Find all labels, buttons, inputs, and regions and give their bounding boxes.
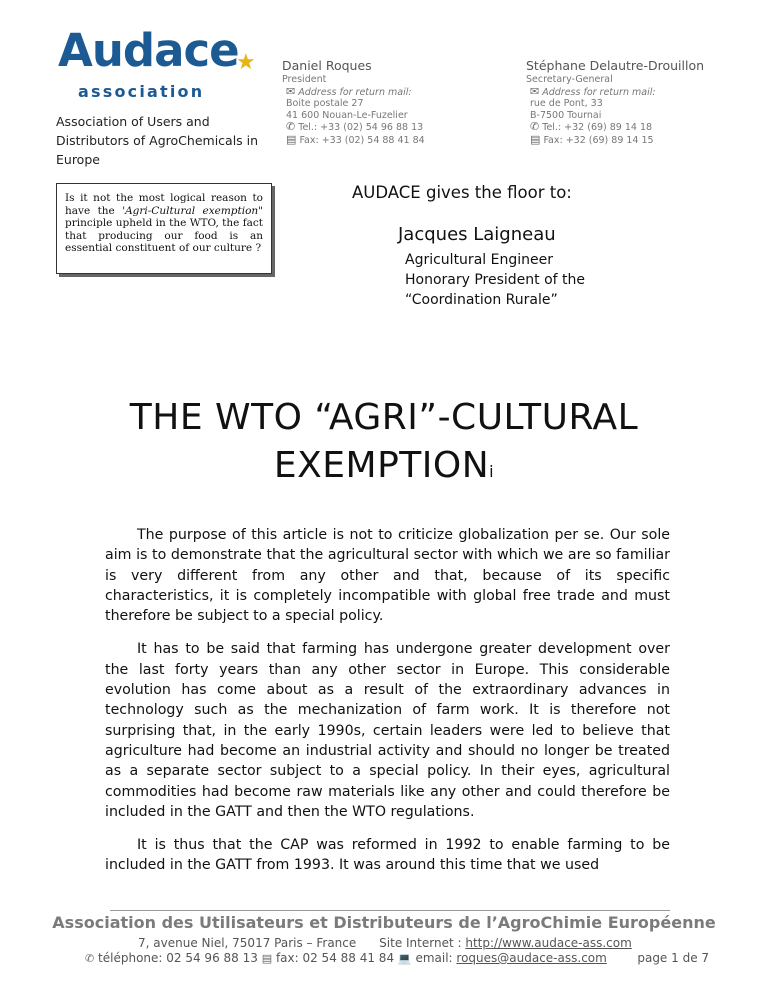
footer-phone: téléphone: 02 54 96 88 13 [98,951,258,965]
page-number: page 1 de 7 [637,951,710,965]
audace-logo [58,24,258,108]
fax-number: Fax: +33 (02) 54 88 41 84 [299,134,425,146]
email-label: email: [415,951,457,965]
address-line: rue de Pont, 33 [530,98,603,109]
return-mail-label: Address for return mail: [542,86,656,98]
title-line: EXEMPTION [273,445,490,486]
title-line: THE WTO “AGRI”-CULTURAL [129,397,639,438]
address-line: B-7500 Tournai [530,109,602,121]
officer-secretary-general [526,58,726,146]
floor-intro: AUDACE gives the floor to: [352,183,572,202]
speaker-title-line: “Coordination Rurale” [405,292,558,308]
website-link[interactable]: http://www.audace-ass.com [465,936,632,950]
officer-name: Daniel Roques [282,58,372,73]
footer-fax: fax: 02 54 88 41 84 [275,951,395,965]
computer-icon: 💻 [397,952,412,965]
phone-icon: ✆ [530,120,540,133]
fax-icon: ▤ [530,132,541,146]
phone-number: Tel.: +32 (69) 89 14 18 [542,122,653,133]
officer-name: Stéphane Delautre-Drouillon [526,58,705,73]
fax-icon: ▤ [261,952,273,965]
paragraph: The purpose of this article is not to criticize globalization per se. Our sole aim is to demonstrate that the agricultural sector with which we are so familiar is very different from any other and that, because of its specific characteristics, it is completely incompatible with global free trade and must therefore be subject to a special policy. [105,527,670,625]
return-mail-label: Address for return mail: [298,86,412,98]
footer-address-line [138,936,632,950]
quote-text: Is it not the most logical reason to have the [65,192,263,217]
phone-icon: ✆ [85,952,95,965]
footer-divider [110,910,670,911]
quote-emphasis: 'Agri-Cultural exemption" [122,204,264,217]
phone-icon: ✆ [286,120,296,133]
logo-subtitle: association [78,82,205,101]
organization-name: Association of Users and Distributors of AgroChemicals in Europe [56,114,259,167]
address-line: 41 600 Nouan-Le-Fuzelier [286,109,408,121]
paragraph: It is thus that the CAP was reformed in 1992 to enable farming to be included in the GATT from 1993. It was around this time that we used [105,837,670,874]
speaker-title-line: Honorary President of the [405,272,586,288]
speaker-title-line: Agricultural Engineer [405,252,553,268]
footnote-marker[interactable]: i [489,462,495,481]
footer-contact-line [85,951,710,965]
fax-icon: ▤ [286,132,297,146]
site-label: Site Internet : [379,936,466,950]
quote-text: principle upheld in the WTO, the fact that producing our food is an essential constituent of our culture ? [65,217,263,255]
officer-president [282,58,472,146]
article-body [105,525,670,889]
star-icon: ★ [236,50,256,75]
address-line: Boite postale 27 [286,98,364,109]
document-title [0,394,768,490]
speaker-title [405,250,585,310]
fax-number: Fax: +32 (69) 89 14 15 [543,134,654,146]
officer-role: Secretary-General [526,74,613,85]
officer-role: President [282,74,327,85]
quote-box [56,183,272,274]
speaker-name: Jacques Laigneau [398,224,556,245]
email-link[interactable]: roques@audace-ass.com [456,951,607,965]
envelope-icon: ✉ [286,84,296,98]
paragraph: It has to be said that farming has undergone greater development over the last forty years than any other sector in Europe. This considerable evolution has come about as a result of the extraordinary advances in technology such as the mechanization of farm work. It is therefore not surprising that, in the early 1990s, certain leaders were led to believe that agriculture had become an industrial activity and should no longer be treated as a separate sector subject to a special policy. In their eyes, agricultural commodities had become raw materials like any other and could therefore be included in the GATT and then the WTO regulations. [105,641,670,820]
envelope-icon: ✉ [530,84,540,98]
footer-organization: Association des Utilisateurs et Distributeurs de l’AgroChimie Européenne [52,913,716,932]
street-address: 7, avenue Niel, 75017 Paris – France [138,936,357,950]
logo-wordmark: Audace [58,24,239,77]
phone-number: Tel.: +33 (02) 54 96 88 13 [298,122,424,133]
